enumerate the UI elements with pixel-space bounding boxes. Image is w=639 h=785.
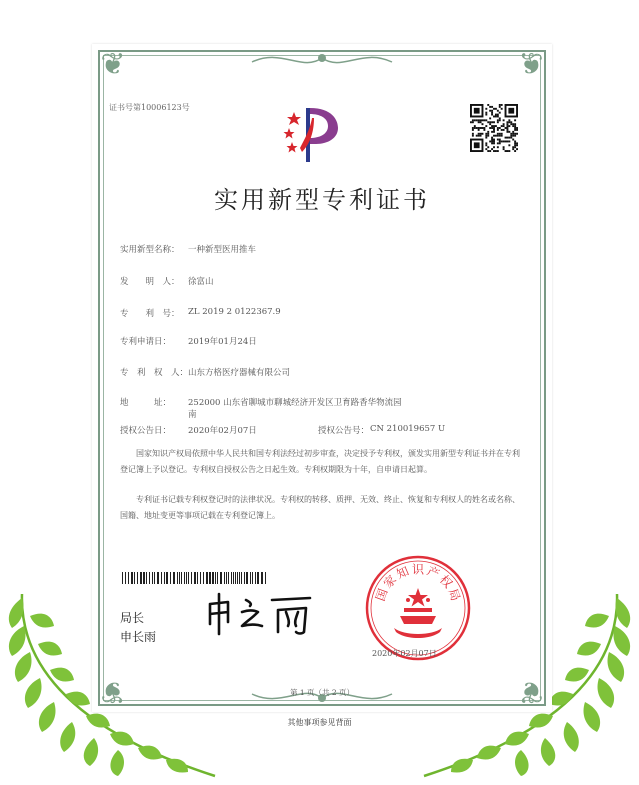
field-value-application-date: 2019年01月24日 [188,337,257,347]
certificate-paragraph-1: 国家知识产权局依照中华人民共和国专利法经过初步审查，决定授予专利权，颁发实用新型专利证书并在专利登记簿上予以登记。专利权自授权公告之日起生效。专利权期限为十年，自申请日起算。 [120,449,520,474]
cnipa-logo-icon [280,104,340,166]
seal-date: 2020年02月07日 [372,649,437,658]
field-value-grant-date: 2020年02月07日 [188,426,257,436]
field-label-address: 地 址： [120,398,172,408]
field-label-patentee: 专 利 权 人： [120,368,189,378]
field-label-application-date: 专利申请日： [120,337,172,347]
corner-ornament-icon: ❦ [518,47,544,82]
field-value-patentee: 山东方格医疗器械有限公司 [188,368,291,378]
certificate-title: 实用新型专利证书 [214,186,430,214]
svg-text:知: 知 [394,563,412,582]
official-seal-icon [364,554,472,662]
field-value-address: 252000 山东省聊城市聊城经济开发区卫育路香华物流园 [188,398,402,408]
barcode-icon [122,572,268,584]
svg-text:国: 国 [373,586,391,603]
field-value-patent-number: ZL 2019 2 0122367.9 [188,307,281,317]
signature-title: 局长 [120,611,145,625]
field-value-address-continuation: 南 [188,410,197,420]
certificate-paragraph-2: 专利证书记载专利权登记时的法律状况。专利权的转移、质押、无效、终止、恢复和专利权人的姓名或名称、国籍、地址变更等事项记载在专利登记簿上。 [120,495,520,520]
field-value-name: 一种新型医用推车 [188,245,257,255]
corner-ornament-icon: ❦ [100,47,126,82]
svg-text:局: 局 [445,586,463,603]
field-label-name: 实用新型名称： [120,245,180,255]
certificate-number: 证书号第10006123号 [109,103,190,112]
field-label-patent-number: 专 利 号： [120,309,180,319]
grant-number-value: CN 210019657 U [370,424,446,434]
director-signature-icon [206,590,316,638]
patent-certificate [92,44,552,712]
page-number: 第 1 页（共 2 页） [289,688,355,697]
field-label-grant-date: 授权公告日： [120,426,172,436]
top-ornament-icon [242,46,402,72]
field-value-inventor: 徐富山 [188,277,214,287]
svg-text:产: 产 [424,563,442,582]
field-label-inventor: 发 明 人： [120,277,180,287]
svg-text:权: 权 [436,572,456,591]
signature-name: 申长雨 [120,630,157,644]
reverse-side-note: 其他事项参见背面 [287,718,352,727]
corner-ornament-icon: ❦ [518,674,544,709]
qr-code-icon [470,104,518,152]
corner-ornament-icon: ❦ [100,674,126,709]
grant-number-label: 授权公告号： [318,426,370,436]
svg-text:家: 家 [380,572,400,591]
svg-text:识: 识 [411,562,425,577]
